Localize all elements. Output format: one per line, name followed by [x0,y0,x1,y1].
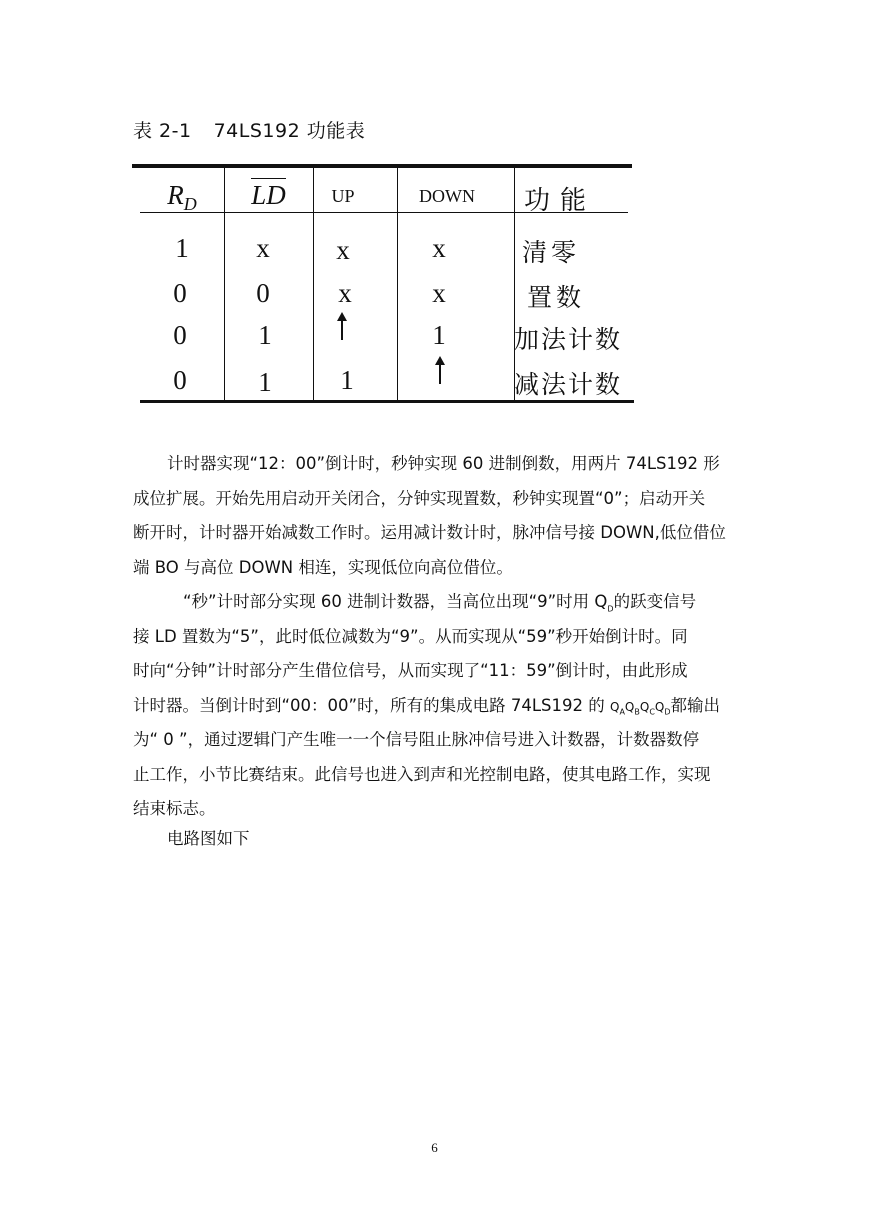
paragraph-2 [133,585,737,827]
cell-up: x [338,278,352,308]
cell-rd: 0 [173,320,187,350]
text-run: 计时器。当倒计时到“00：00”时，所有的集成电路 74LS192 的 [133,695,610,715]
table-caption [133,116,365,143]
up-arrow-icon [341,316,343,340]
cell-down: x [432,233,446,263]
page-number: 6 [431,1140,438,1155]
cell-down: 1 [432,320,446,350]
cell-function: 置数 [527,283,586,312]
cell-rd: 1 [175,233,189,263]
cell-up: x [336,235,350,265]
cell-function: 清零 [522,238,581,267]
q-subscript: B [634,706,640,716]
cell-ld: 1 [258,367,272,397]
header-rd [140,180,224,215]
cell-ld: 0 [256,278,270,308]
header-function: 功能 [524,186,597,216]
text-line [133,585,737,620]
text-line: 断开时，计时器开始减数工作时。运用减计数计时，脉冲信号接 DOWN,低位借位 [133,523,726,542]
q-outputs [610,700,671,714]
table-top-rule [132,164,632,168]
q-letter: Q [624,699,635,714]
q-subscript: A [619,706,625,716]
up-arrow-icon [439,360,441,384]
header-rd-sub: D [183,194,197,214]
cell-up: 1 [340,365,354,395]
text-line: 成位扩展。开始先用启动开关闭合，分钟实现置数，秒钟实现置“0”；启动开关 [133,488,706,508]
text-line: 时向“分钟”计时部分产生借位信号，从而实现了“11：59”倒计时，由此形成 [133,661,688,680]
text-line [133,689,737,724]
cell-ld: x [256,233,270,263]
cell-function: 减法计数 [514,370,623,399]
text-run: 的跃变信号 [613,592,697,611]
text-line: 端 BO 与高位 DOWN 相连，实现低位向高位借位。 [133,557,513,577]
text-line: 为“ 0 ”，通过逻辑门产生唯一一个信号阻止脉冲信号进入计数器，计数器数停 [133,730,700,749]
text-line: 接 LD 置数为“5”，此时低位减数为“9”。从而实现从“59”秒开始倒计时。同 [133,626,688,646]
cell-function: 加法计数 [514,325,623,354]
text-line: 电路图如下 [167,829,250,848]
q-letter: Q [609,699,620,714]
text-run: “秒”计时部分实现 60 进制计数器，当高位出现“9”时用 Q [183,592,608,611]
q-letter: Q [639,699,650,714]
q-letter: Q [654,699,665,714]
q-subscript: D [607,604,614,614]
cell-rd: 0 [173,365,187,395]
text-line: 计时器实现“12：00”倒计时，秒钟实现 60 进制倒数，用两片 74LS192 形 [167,454,720,473]
paragraph-3 [133,822,737,857]
q-subscript: C [649,706,655,716]
header-down: DOWN [419,186,475,206]
q-subscript: D [664,706,671,716]
table-caption-title: 74LS192 功能表 [213,120,366,142]
header-rd-main: R [167,180,184,210]
cell-down: x [432,278,446,308]
cell-ld: 1 [258,320,272,350]
paragraph-1 [133,447,737,585]
text-run: 都输出 [670,695,721,715]
text-line: 结束标志。 [133,799,216,818]
header-ld [224,180,313,211]
text-line: 止工作，小节比赛结束。此信号也进入到声和光控制电路，使其电路工作，实现 [133,764,711,784]
table-caption-label: 表 2-1 [133,120,192,142]
header-up: UP [331,186,355,206]
cell-rd: 0 [173,278,187,308]
header-ld-label: LD [251,180,286,210]
